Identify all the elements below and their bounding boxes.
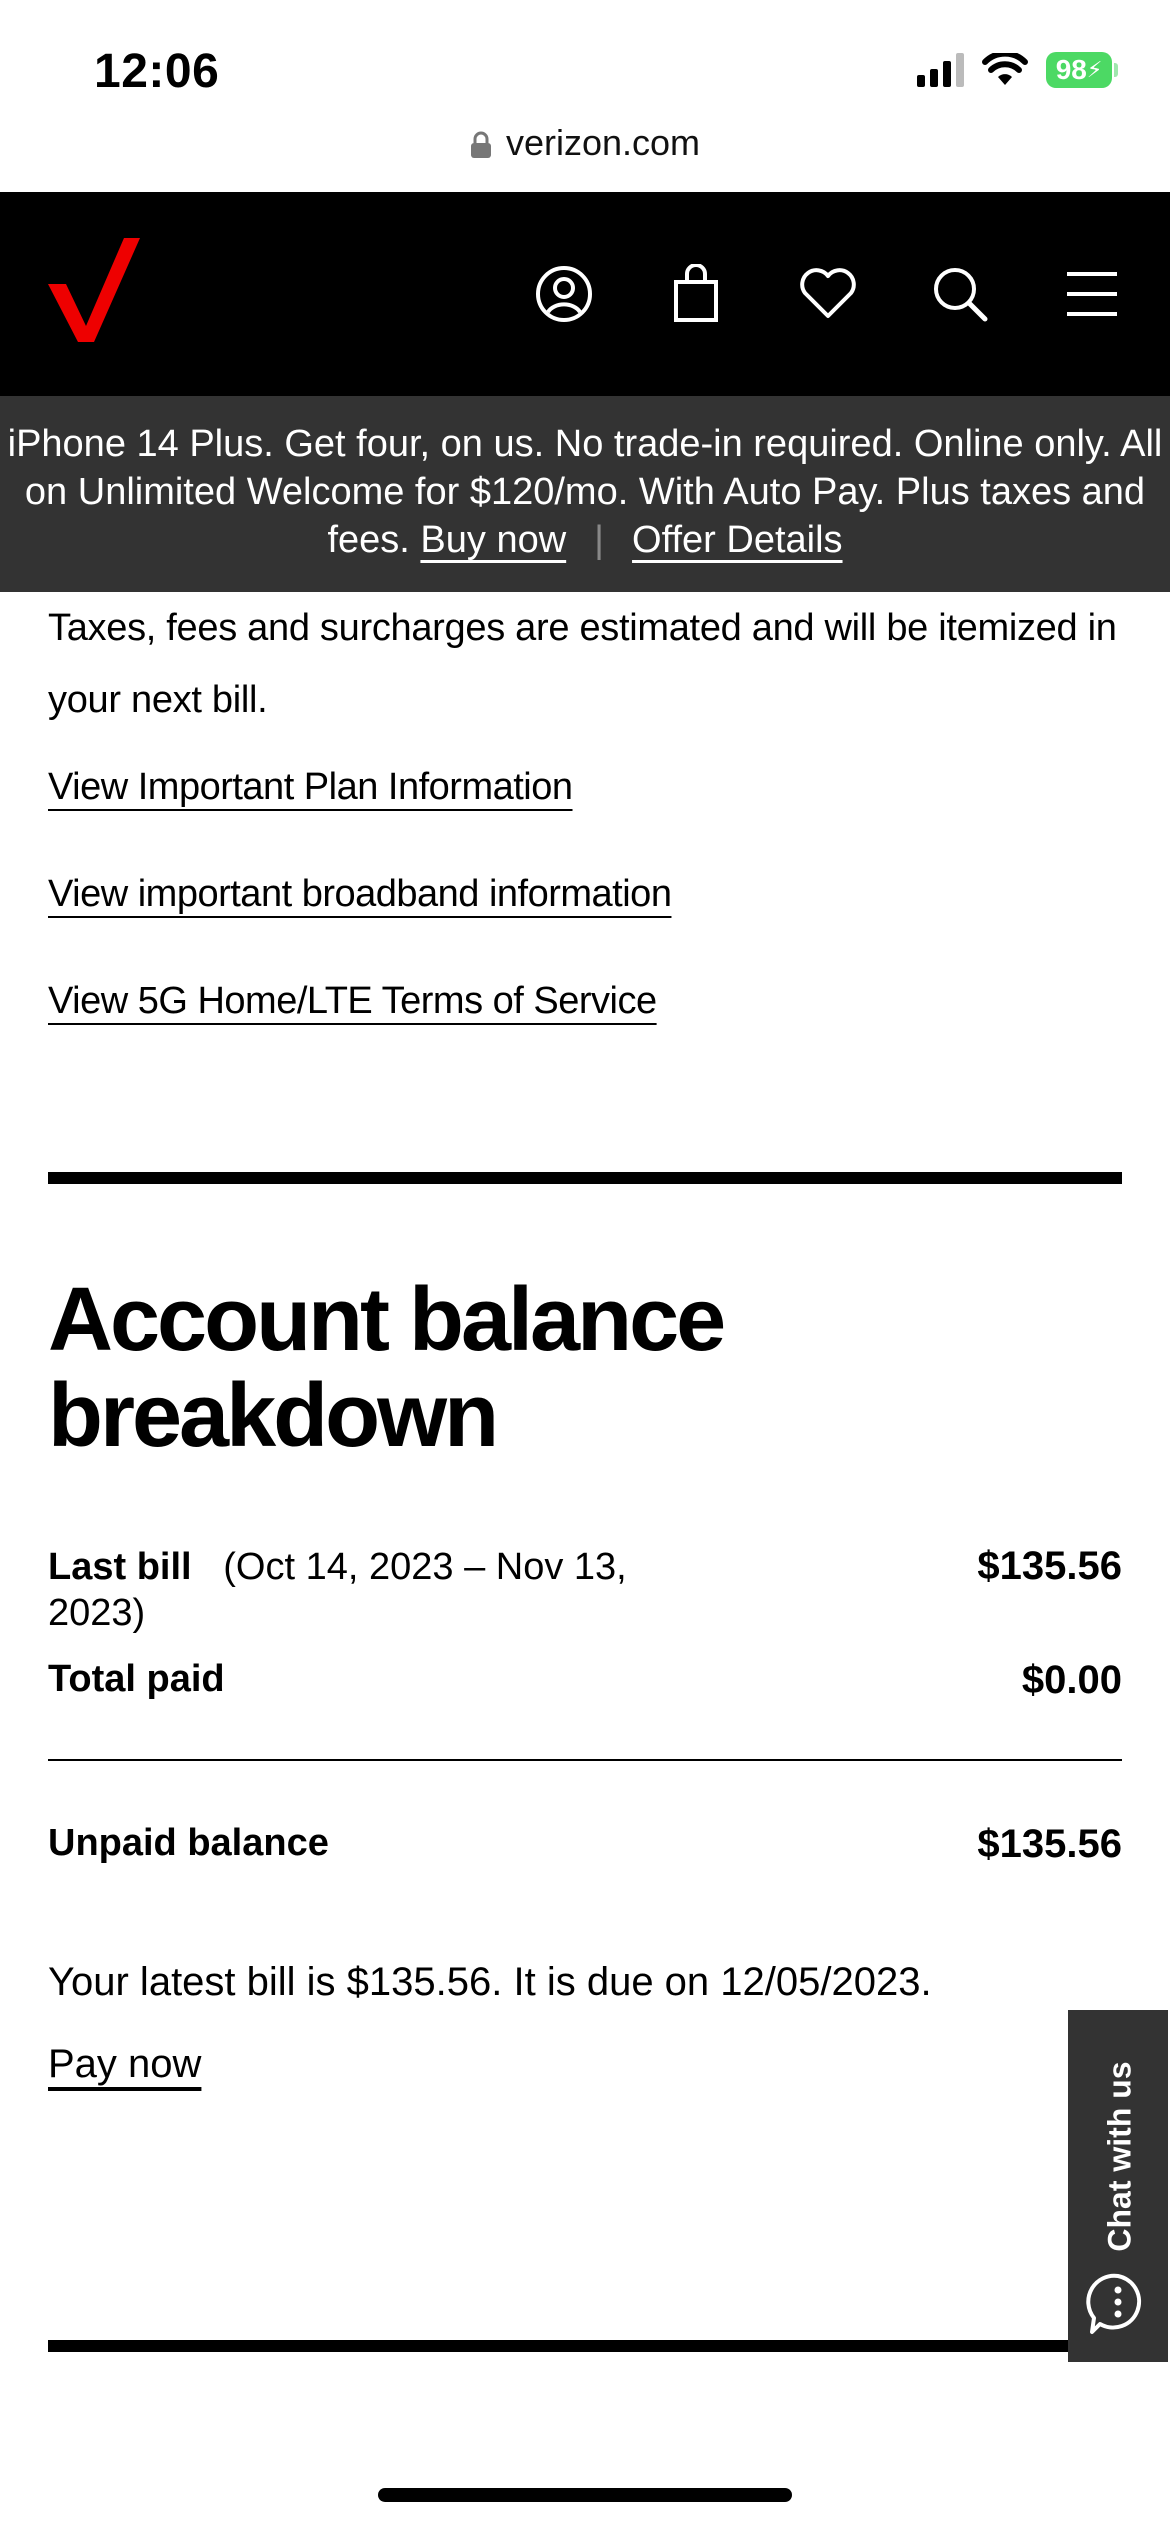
section-divider-bottom (48, 2340, 1122, 2352)
unpaid-balance-row (48, 1822, 1122, 1865)
total-paid-amount: $0.00 (1021, 1658, 1122, 1702)
total-paid-label: Total paid (48, 1658, 225, 1700)
chat-label: Chat with us (1101, 2060, 1138, 2252)
menu-icon[interactable] (1060, 262, 1124, 326)
url-text: verizon.com (505, 122, 701, 163)
account-icon[interactable] (532, 262, 596, 326)
lock-icon (470, 131, 492, 159)
site-header (0, 192, 1170, 396)
home-indicator (378, 2488, 792, 2502)
broadband-info-link[interactable]: View important broadband information (48, 873, 672, 915)
verizon-check-logo[interactable] (46, 234, 142, 346)
promo-banner (0, 396, 1170, 592)
cellular-signal-icon (917, 53, 964, 87)
cart-icon[interactable] (664, 262, 728, 326)
last-bill-row (48, 1544, 1122, 1636)
chat-with-us-button[interactable] (1068, 2010, 1168, 2362)
promo-separator: | (594, 519, 605, 561)
battery-level: 98 (1055, 54, 1087, 85)
balance-divider (48, 1759, 1122, 1761)
pay-now-link[interactable]: Pay now (48, 2042, 202, 2086)
bill-due-text: Your latest bill is $135.56. It is due on 12/05/2023. (48, 1960, 932, 2004)
status-time: 12:06 (94, 45, 220, 98)
last-bill-amount: $135.56 (977, 1544, 1122, 1588)
unpaid-balance-amount: $135.56 (977, 1822, 1122, 1866)
buy-now-link[interactable]: Buy now (420, 519, 567, 561)
plan-info-link[interactable]: View Important Plan Information (48, 766, 573, 808)
status-icons (917, 52, 1118, 88)
terms-of-service-link[interactable]: View 5G Home/LTE Terms of Service (48, 980, 657, 1022)
battery-icon: 98 ⚡ (1046, 52, 1118, 88)
page-title: Account balance breakdown (48, 1270, 724, 1466)
chat-label-wrap (1080, 2046, 1160, 2266)
heart-icon[interactable] (796, 262, 860, 326)
plan-info-section (48, 592, 1122, 1023)
last-bill-label: Last bill (48, 1546, 192, 1588)
status-bar (0, 0, 1170, 163)
chat-bubble-icon (1086, 2272, 1150, 2336)
search-icon[interactable] (928, 262, 992, 326)
section-divider (48, 1172, 1122, 1184)
tax-note: Taxes, fees and surcharges are estimated and will be itemized in your next bill. (48, 607, 1117, 721)
address-bar[interactable] (0, 122, 1170, 164)
last-bill-period: (Oct 14, 2023 – Nov 13, 2023) (48, 1546, 627, 1634)
promo-text: iPhone 14 Plus. Get four, on us. No trade-in required. Online only. All on Unlimited Welcome for $120/mo. With Auto Pay. Plus taxes and fees. (7, 423, 1163, 561)
unpaid-balance-label: Unpaid balance (48, 1822, 329, 1864)
offer-details-link[interactable]: Offer Details (632, 519, 843, 561)
total-paid-row (48, 1658, 1122, 1701)
wifi-icon (982, 53, 1028, 87)
